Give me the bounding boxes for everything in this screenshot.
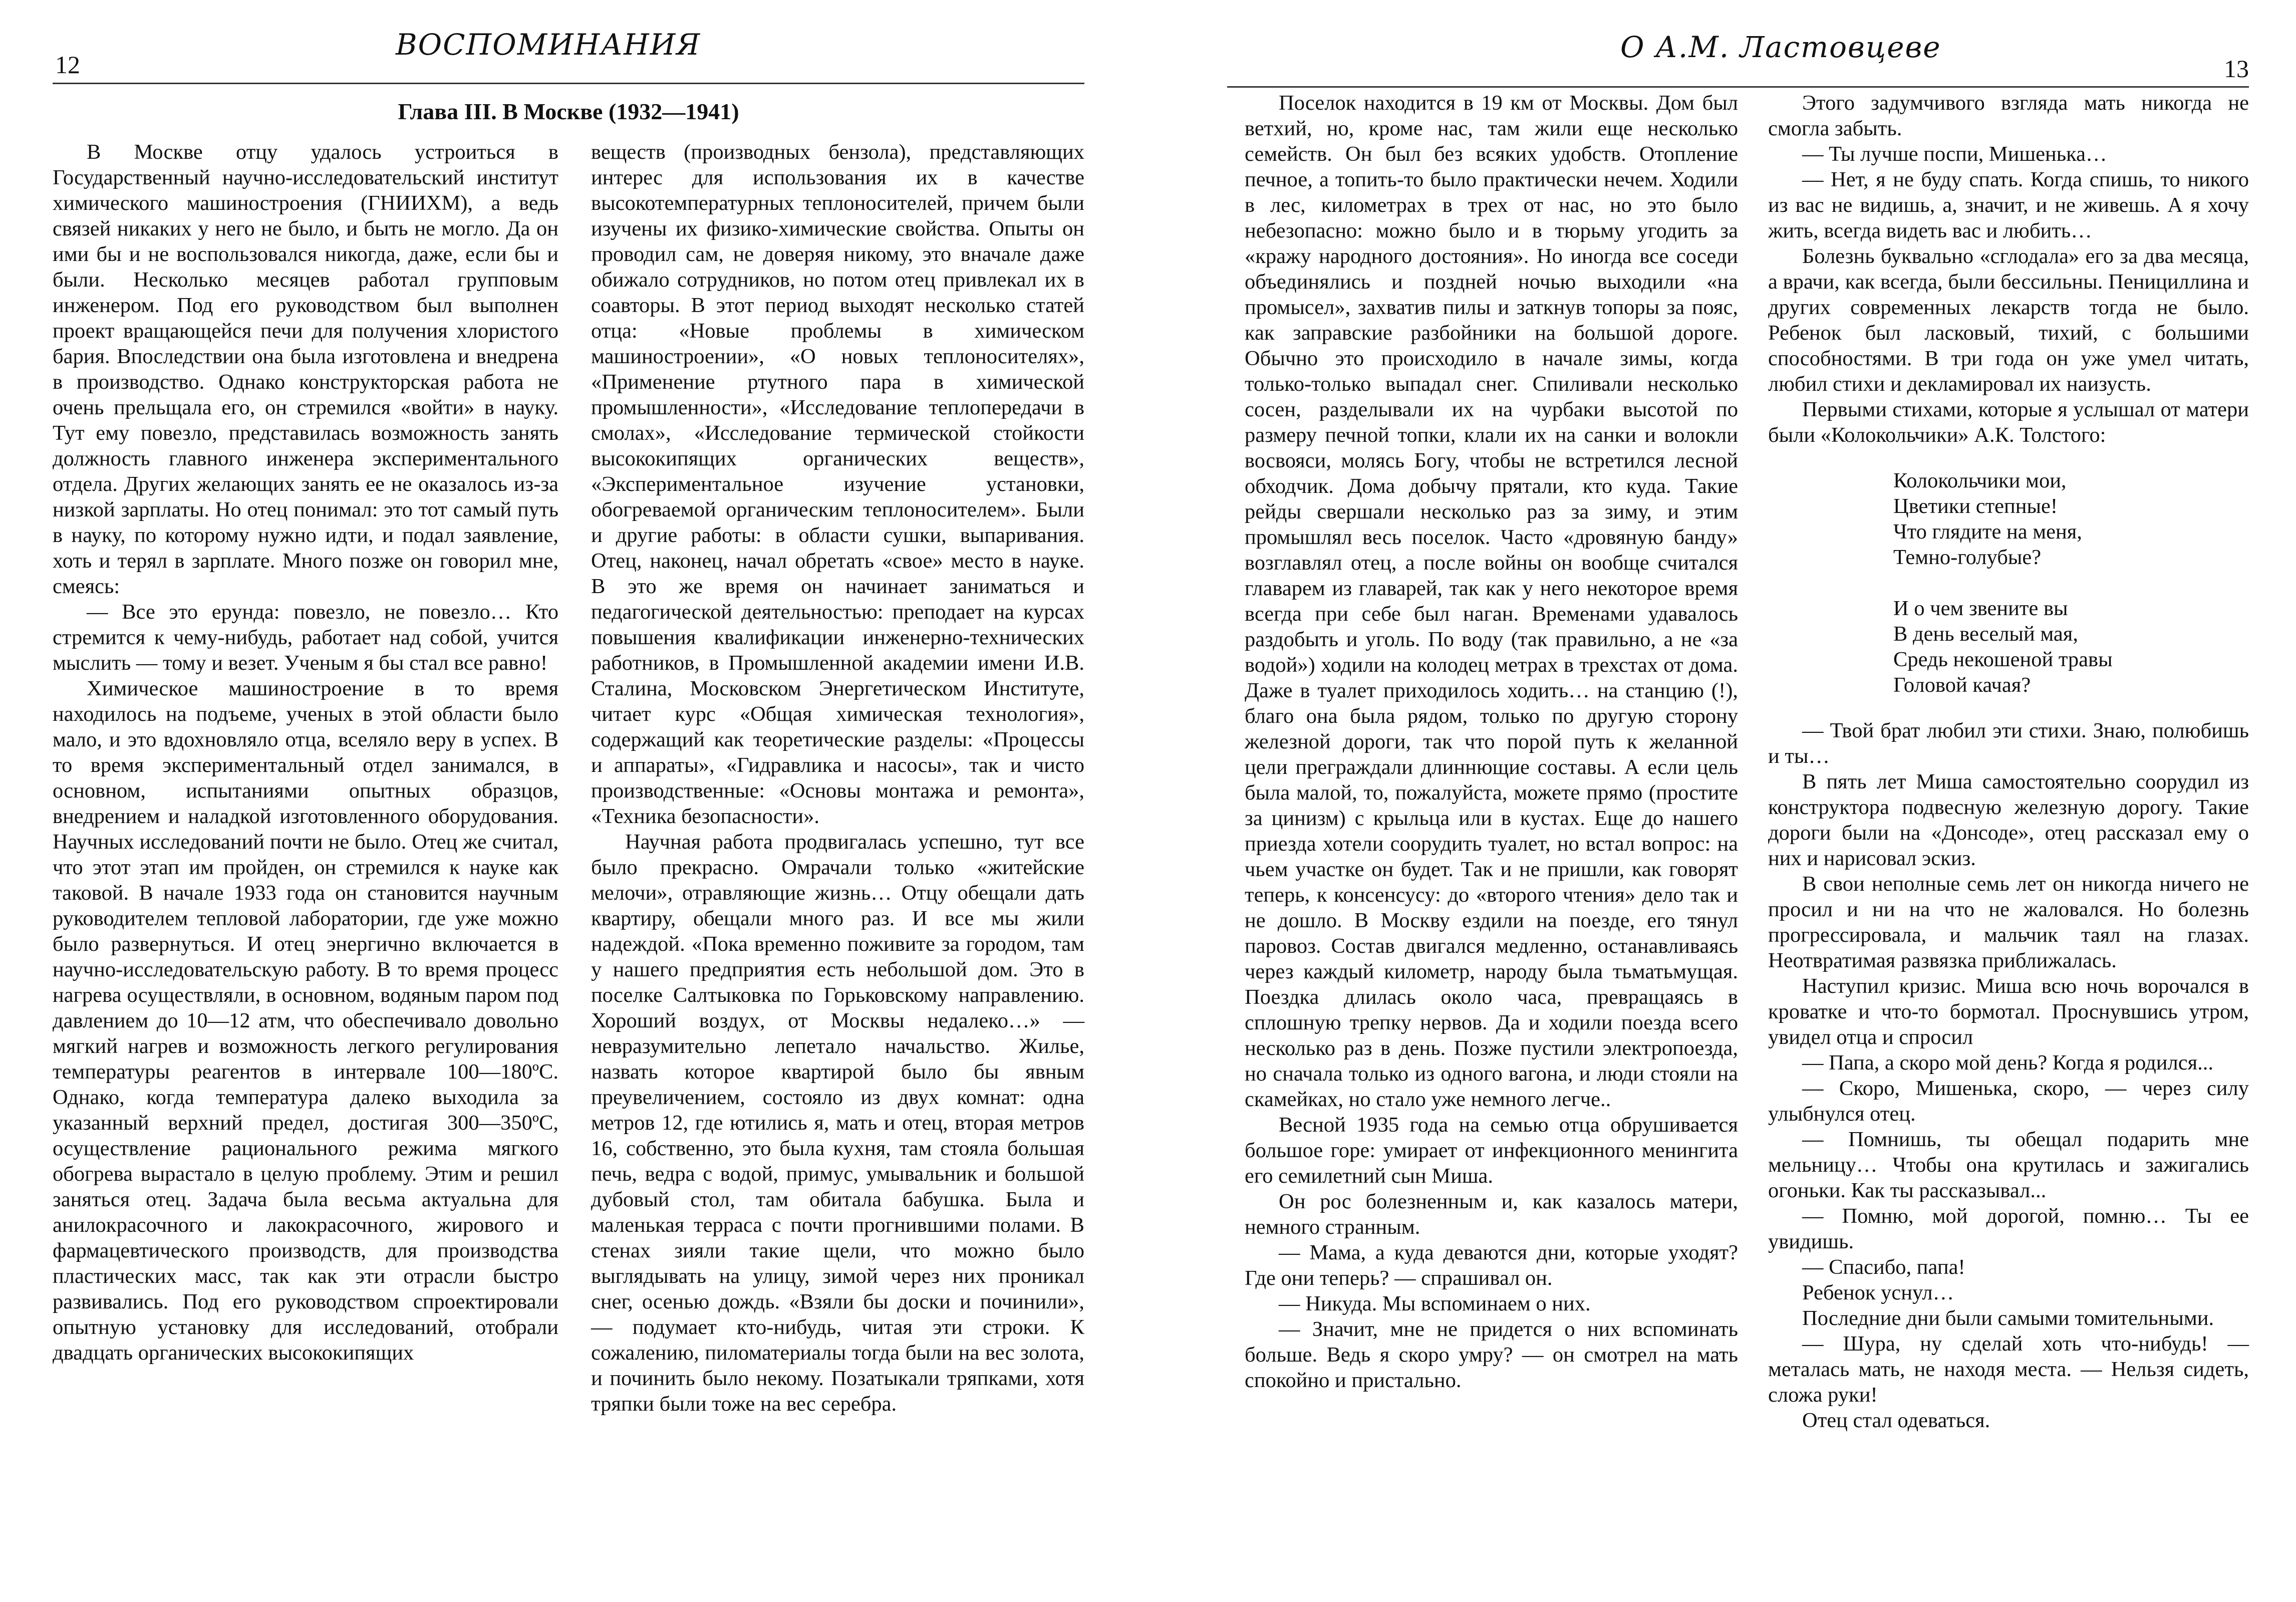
paragraph: — Спасибо, папа! (1802, 1255, 1965, 1279)
poem-stanza (1893, 468, 2249, 570)
paragraph: — Мама, а куда деваются дни, которые уходят? Где они теперь? — спрашивал он. (1245, 1241, 1738, 1290)
header-rule-left (53, 83, 1084, 84)
paragraph: Этого задумчивого взгляда мать никогда не смогла забыть. (1768, 91, 2249, 140)
paragraph: — Все это ерунда: повезло, не повезло… Кто стремится к чему-нибудь, работает над собой, учится мыслить — тому и везет. Ученым я бы стал все равно! (53, 600, 558, 675)
poem-line: Колокольчики мои, (1893, 469, 2067, 492)
paragraph: — Шура, ну сделай хоть что-нибудь! — металась мать, не находя места. — Нельзя сидеть, сложа руки! (1768, 1332, 2249, 1407)
paragraph: — Твой брат любил эти стихи. Знаю, полюбишь и ты… (1768, 719, 2249, 768)
poem-line: Цветики степные! (1893, 494, 2058, 518)
poem-line: Что глядите на меня, (1893, 520, 2082, 544)
poem-line: И о чем звените вы (1893, 597, 2068, 620)
paragraph: веществ (производных бензола), представляющих интерес для использования их в качестве высокотемпературных теплоносителей, причем были изучены их физико-химические свойства. Опыты он проводил сам, не доверяя никому, это вначале даже обижало сотрудников, но потом отец привлекал их в соавторы. В этот период выходят несколько статей отца: «Новые проблемы в химическом машиностроении», «О новых теплоносителях», «Применение ртутного пара в химической промышленности», «Исследование теплопередачи в смолах», «Исследование термической стойкости высококипящих органических веществ», «Экспериментальное изучение установки, обогреваемой органическим теплоносителем». Были и другие работы: в области сушки, выпаривания. Отец, наконец, начал обретать «свое» место в науке. В это же время он начинает заниматься и педагогической деятельностью: преподает на курсах повышения квалификации инженерно-технических работников, в Промышленной академии имени И.В. Сталина, Московском Энергетическом Институте, читает курс «Общая химическая технология», содержащий как теоретические разделы: «Процессы и аппараты», «Гидравлика и насосы», так и чисто производственные: «Основы монтажа и ремонта», «Техника безопасности». (591, 140, 1084, 828)
paragraph: — Ты лучше поспи, Мишенька… (1802, 142, 2107, 166)
poem-line: Головой качая? (1893, 673, 2031, 697)
running-head-left: ВОСПОМИНАНИЯ (396, 28, 701, 62)
paragraph: Болезнь буквально «сглодала» его за два месяца, а врачи, как всегда, были бессильны. Пенициллина и других современных лекарств тогда не было. Ребенок был ласковый, тихий, с большими способностями. В три года он уже умел читать, любил стихи и декламировал их наизусть. (1768, 244, 2249, 396)
paragraph: Первыми стихами, которые я услышал от матери были «Колокольчики» А.К. Толстого: (1768, 398, 2249, 447)
column-4 (1768, 90, 2249, 1433)
paragraph: Ребенок уснул… (1802, 1281, 1954, 1304)
column-3 (1245, 90, 1738, 1393)
paragraph: Химическое машиностроение в то время находилось на подъеме, ученых в этой области было мало, и это вдохновляло отца, вселяло веру в успех. В то время экспериментальный отдел занимался, в основном, испытаниями опытных образцов, внедрением и наладкой изготовленного оборудования. Научных исследований почти не было. Отец же считал, что этот этап им пройден, он стремился к науке как таковой. В начале 1933 года он становится научным руководителем тепловой лаборатории, где уже можно было развернуться. И отец энергично включается в научно-исследовательскую работу. В то время процесс нагрева осуществляли, в основном, водяным паром под давлением до 10—12 атм, что обеспечивало довольно мягкий нагрев и возможность легкого регулирования температуры реагентов в интервале 100—180ºC. Однако, когда температура далеко выходила за указанный верхний предел, достигая 300—350ºC, осуществление рационального режима мягкого обогрева вырастало в целую проблему. Этим и решил заняться отец. Задача была весьма актуальна для анилокрасочного и лакокрасочного, жирового и фармацевтического производств, для производства пластических масс, так как эти отрасли быстро развивались. Под его руководством спроектировали опытную установку для исследований, отобрали двадцать органических высококипящих (53, 677, 558, 1365)
paragraph: Последние дни были самыми томительными. (1802, 1306, 2214, 1330)
page-number-right: 13 (2224, 55, 2249, 83)
paragraph: Отец стал одеваться. (1802, 1409, 1990, 1432)
paragraph: — Значит, мне не придется о них вспоминать больше. Ведь я скоро умру? — он смотрел на мать спокойно и пристально. (1245, 1317, 1738, 1392)
paragraph: — Скоро, Мишенька, скоро, — через силу улыбнулся отец. (1768, 1077, 2249, 1126)
paragraph: — Помнишь, ты обещал подарить мне мельницу… Чтобы она крутилась и зажигались огоньки. Как ты рассказывал... (1768, 1128, 2249, 1202)
paragraph: Он рос болезненным и, как казалось матери, немного странным. (1245, 1190, 1738, 1239)
poem-stanza (1893, 596, 2249, 698)
column-1 (53, 139, 558, 1366)
poem-line: Темно-голубые? (1893, 546, 2042, 569)
paragraph: В свои неполные семь лет он никогда ничего не просил и ни на что не жаловался. Но болезнь прогрессировала, и мальчик таял на глазах. Неотвратимая развязка приближалась. (1768, 872, 2249, 972)
paragraph: — Нет, я не буду спать. Когда спишь, то никого из вас не видишь, а, значит, и не живешь. А я хочу жить, всегда видеть вас и любить… (1768, 168, 2249, 242)
paragraph: — Никуда. Мы вспоминаем о них. (1279, 1292, 1591, 1315)
paragraph: Поселок находится в 19 км от Москвы. Дом был ветхий, но, кроме нас, там жили еще несколько семейств. Он был без всяких удобств. Отопление печное, а топить-то было практически нечем. Ходили в лес, километрах в трех от нас, но это было небезопасно: можно было и в тюрьму угодить за «кражу народного достояния». Но иногда все соседи объединялись и поздней ночью выходили «на промысел», захватив пилы и заткнув топоры за пояс, как заправские разбойники на большой дороге. Обычно это происходило в начале зимы, когда только-только выпадал снег. Спиливали несколько сосен, разделывали их на чурбаки высотой по размеру печной топки, клали их на санки и волокли восвояси, молясь Богу, чтобы не встретился лесной обходчик. Дома добычу прятали, кто куда. Такие рейды свершали несколько раз за зиму, и этим промышлял весь поселок. Часто «дровяную банду» возглавлял отец, а после войны он вообще считался главарем из главарей, так как у него некоторое время всегда при себе был наган. Временами удавалось раздобыть и уголь. По воду (так правильно, а не «за водой») ходили на колодец метрах в трехстах от дома. Даже в туалет приходилось ходить… на станцию (!), благо она была рядом, только по другую сторону железной дороги, так что порой путь к желанной цели преграждали длиннющие составы. А если цель была малой, то, пожалуйста, можете прямо (простите за цинизм) с крыльца или в кустах. Еще до нашего приезда хотели соорудить туалет, но встал вопрос: на чьем участке он будет. Так и не пришли, как говорят теперь, к консенсусу: до «второго чтения» дело так и не дошло. В Москву ездили на поезде, его тянул паровоз. Состав двигался медленно, останавливаясь через каждый километр, народу была тьматьмущая. Поездка длилась около часа, превращаясь в сплошную трепку нервов. Да и ходили поезда всего несколько раз в день. Позже пустили электропоезда, но сначала только из одного вагона, и люди стояли на скамейках, но стало уже немного легче.. (1245, 91, 1738, 1111)
chapter-title: Глава III. В Москве (1932—1941) (398, 99, 739, 124)
paragraph: В Москве отцу удалось устроиться в Государственный научно-исследовательский институт химического машиностроения (ГНИИХМ), а ведь связей никаких у него не было, и быть не могло. Да он ими бы и не воспользовался никогда, даже, если бы и были. Несколько месяцев работал групповым инженером. Под его руководством был выполнен проект вращающейся печи для получения хлористого бария. Впоследствии она была изготовлена и внедрена в производство. Однако конструкторская работа не очень прельщала его, он стремился «войти» в науку. Тут ему повезло, представилась возможность занять должность главного инженера экспериментального отдела. Других желающих занять ее не оказалось из-за низкой зарплаты. Но отец понимал: это тот самый путь в науку, по которому нужно идти, и подал заявление, хоть и терял в зарплате. Много позже он говорил мне, смеясь: (53, 140, 558, 598)
poem-line: Средь некошеной травы (1893, 648, 2113, 671)
column-2 (591, 139, 1084, 1417)
paragraph: В пять лет Миша самостоятельно соорудил из конструктора подвесную железную дорогу. Такие дороги были на «Донсоде», отец рассказал ему о них и нарисовал эскиз. (1768, 770, 2249, 870)
header-rule-right (1227, 86, 2249, 88)
paragraph: Весной 1935 года на семью отца обрушивается большое горе: умирает от инфекционного менингита его семилетний сын Миша. (1245, 1113, 1738, 1188)
poem (1768, 468, 2249, 698)
paragraph: — Помню, мой дорогой, помню… Ты ее увидишь. (1768, 1204, 2249, 1253)
paragraph: — Папа, а скоро мой день? Когда я родился... (1802, 1051, 2214, 1075)
running-head-right: О А.М. Ластовцеве (1620, 30, 1941, 64)
paragraph: Наступил кризис. Миша всю ночь ворочался в кроватке и что-то бормотал. Проснувшись утром, увидел отца и спросил (1768, 974, 2249, 1049)
paragraph: Научная работа продвигалась успешно, тут все было прекрасно. Омрачали только «житейские мелочи», отравляющие жизнь… Отцу обещали дать квартиру, обещали много раз. И все мы жили надеждой. «Пока временно поживите за городом, там у нашего предприятия есть небольшой дом. Это в поселке Салтыковка по Горьковскому направлению. Хороший воздух, от Москвы недалеко…» — невразумительно лепетало начальство. Жилье, назвать которое квартирой было бы явным преувеличением, состояло из двух комнат: одна метров 12, где ютились я, мать и отец, вторая метров 16, собственно, это была кухня, там стояла большая печь, ведра с водой, примус, умывальник и большой дубовый стол, там обитала бабушка. Была и маленькая терраса с почти прогнившими полами. В стенах зияли такие щели, что можно было выглядывать на улицу, зимой через них проникал снег, осенью дождь. «Взяли бы доски и починили», — подумает кто-нибудь, читая эти строки. К сожалению, пиломатериалы тогда были на вес золота, и починить было некому. Позатыкали тряпками, хотя тряпки были тоже на вес серебра. (591, 830, 1084, 1416)
page-number-left: 12 (55, 51, 80, 79)
poem-line: В день веселый мая, (1893, 622, 2078, 646)
